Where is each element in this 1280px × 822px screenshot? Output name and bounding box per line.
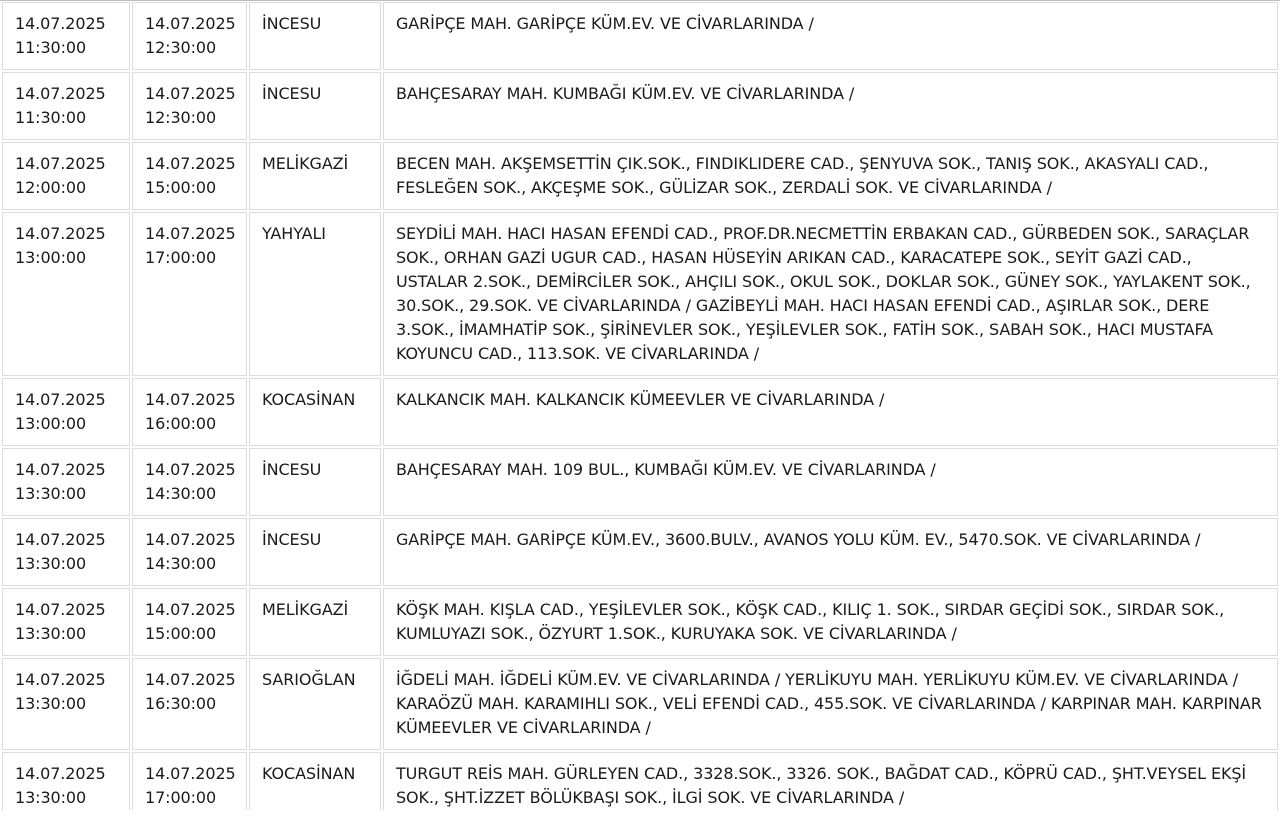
district-cell: MELİKGAZİ: [249, 142, 381, 210]
end-date: 14.07.2025: [145, 764, 236, 783]
start-time: 13:30:00: [15, 624, 87, 643]
end-datetime-cell: [132, 142, 247, 210]
end-datetime-cell: [132, 518, 247, 586]
area-cell: GARİPÇE MAH. GARİPÇE KÜM.EV., 3600.BULV., AVANOS YOLU KÜM. EV., 5470.SOK. VE CİVARLARINDA /: [383, 518, 1278, 586]
end-date: 14.07.2025: [145, 530, 236, 549]
table-row: [2, 448, 1278, 516]
district-cell: KOCASİNAN: [249, 752, 381, 810]
end-time: 14:30:00: [145, 554, 217, 573]
end-datetime-cell: [132, 588, 247, 656]
end-datetime-cell: [132, 2, 247, 70]
start-date: 14.07.2025: [15, 390, 106, 409]
start-datetime-cell: [2, 518, 130, 586]
end-datetime-cell: [132, 72, 247, 140]
end-datetime-cell: [132, 212, 247, 376]
district-cell: YAHYALI: [249, 212, 381, 376]
end-time: 12:30:00: [145, 108, 217, 127]
district-cell: KOCASİNAN: [249, 378, 381, 446]
area-cell: KÖŞK MAH. KIŞLA CAD., YEŞİLEVLER SOK., KÖŞK CAD., KILIÇ 1. SOK., SIRDAR GEÇİDİ SOK., SIRDAR SOK., KUMLUYAZI SOK., ÖZYURT 1.SOK., KURUYAKA SOK. VE CİVARLARINDA /: [383, 588, 1278, 656]
table-row: [2, 142, 1278, 210]
district-cell: İNCESU: [249, 2, 381, 70]
start-time: 13:30:00: [15, 554, 87, 573]
start-date: 14.07.2025: [15, 670, 106, 689]
table-row: [2, 212, 1278, 376]
end-time: 15:00:00: [145, 624, 217, 643]
area-cell: TURGUT REİS MAH. GÜRLEYEN CAD., 3328.SOK., 3326. SOK., BAĞDAT CAD., KÖPRÜ CAD., ŞHT.VEYSEL EKŞİ SOK., ŞHT.İZZET BÖLÜKBAŞI SOK., İLGİ SOK. VE CİVARLARINDA /: [383, 752, 1278, 810]
start-time: 11:30:00: [15, 108, 87, 127]
area-cell: GARİPÇE MAH. GARİPÇE KÜM.EV. VE CİVARLARINDA /: [383, 2, 1278, 70]
start-date: 14.07.2025: [15, 600, 106, 619]
start-datetime-cell: [2, 588, 130, 656]
end-datetime-cell: [132, 378, 247, 446]
table-row: [2, 2, 1278, 70]
start-datetime-cell: [2, 658, 130, 750]
table-top-border: [0, 0, 1280, 1]
district-cell: İNCESU: [249, 518, 381, 586]
end-time: 17:00:00: [145, 248, 217, 267]
end-date: 14.07.2025: [145, 14, 236, 33]
end-date: 14.07.2025: [145, 154, 236, 173]
district-cell: İNCESU: [249, 72, 381, 140]
end-time: 12:30:00: [145, 38, 217, 57]
start-time: 11:30:00: [15, 38, 87, 57]
end-time: 16:00:00: [145, 414, 217, 433]
start-date: 14.07.2025: [15, 224, 106, 243]
start-datetime-cell: [2, 448, 130, 516]
table-row: [2, 72, 1278, 140]
start-time: 13:00:00: [15, 248, 87, 267]
end-datetime-cell: [132, 658, 247, 750]
end-date: 14.07.2025: [145, 224, 236, 243]
start-time: 13:30:00: [15, 694, 87, 713]
end-time: 16:30:00: [145, 694, 217, 713]
table-row: [2, 658, 1278, 750]
end-time: 14:30:00: [145, 484, 217, 503]
table-row: [2, 518, 1278, 586]
start-date: 14.07.2025: [15, 14, 106, 33]
end-date: 14.07.2025: [145, 600, 236, 619]
area-cell: BAHÇESARAY MAH. 109 BUL., KUMBAĞI KÜM.EV. VE CİVARLARINDA /: [383, 448, 1278, 516]
area-cell: SEYDİLİ MAH. HACI HASAN EFENDİ CAD., PROF.DR.NECMETTİN ERBAKAN CAD., GÜRBEDEN SOK., SARAÇLAR SOK., ORHAN GAZİ UGUR CAD., HASAN HÜSEYİN ARIKAN CAD., KARACATEPE SOK., SEYİT GAZİ CAD., USTALAR 2.SOK., DEMİRCİLER SOK., AHÇILI SOK., OKUL SOK., DOKLAR SOK., GÜNEY SOK., YAYLAKENT SOK., 30.SOK., 29.SOK. VE CİVARLARINDA / GAZİBEYLİ MAH. HACI HASAN EFENDİ CAD., AŞIRLAR SOK., DERE 3.SOK., İMAMHATİP SOK., ŞİRİNEVLER SOK., YEŞİLEVLER SOK., FATİH SOK., SABAH SOK., HACI MUSTAFA KOYUNCU CAD., 113.SOK. VE CİVARLARINDA /: [383, 212, 1278, 376]
start-datetime-cell: [2, 752, 130, 810]
area-cell: KALKANCIK MAH. KALKANCIK KÜMEEVLER VE CİVARLARINDA /: [383, 378, 1278, 446]
end-datetime-cell: [132, 752, 247, 810]
area-cell: BAHÇESARAY MAH. KUMBAĞI KÜM.EV. VE CİVARLARINDA /: [383, 72, 1278, 140]
district-cell: İNCESU: [249, 448, 381, 516]
area-cell: İĞDELİ MAH. İĞDELİ KÜM.EV. VE CİVARLARINDA / YERLİKUYU MAH. YERLİKUYU KÜM.EV. VE CİVARLARINDA / KARAÖZÜ MAH. KARAMIHLI SOK., VELİ EFENDİ CAD., 455.SOK. VE CİVARLARINDA / KARPINAR MAH. KARPINAR KÜMEEVLER VE CİVARLARINDA /: [383, 658, 1278, 750]
start-datetime-cell: [2, 378, 130, 446]
start-date: 14.07.2025: [15, 530, 106, 549]
end-date: 14.07.2025: [145, 460, 236, 479]
start-datetime-cell: [2, 212, 130, 376]
district-cell: SARIOĞLAN: [249, 658, 381, 750]
start-date: 14.07.2025: [15, 154, 106, 173]
start-time: 12:00:00: [15, 178, 87, 197]
start-date: 14.07.2025: [15, 764, 106, 783]
start-datetime-cell: [2, 72, 130, 140]
area-cell: BECEN MAH. AKŞEMSETTİN ÇIK.SOK., FINDIKLIDERE CAD., ŞENYUVA SOK., TANIŞ SOK., AKASYALI CAD., FESLEĞEN SOK., AKÇEŞME SOK., GÜLİZAR SOK., ZERDALİ SOK. VE CİVARLARINDA /: [383, 142, 1278, 210]
end-time: 17:00:00: [145, 788, 217, 807]
end-datetime-cell: [132, 448, 247, 516]
district-cell: MELİKGAZİ: [249, 588, 381, 656]
start-date: 14.07.2025: [15, 84, 106, 103]
start-time: 13:30:00: [15, 788, 87, 807]
table-row: [2, 752, 1278, 810]
end-date: 14.07.2025: [145, 390, 236, 409]
end-date: 14.07.2025: [145, 84, 236, 103]
start-time: 13:30:00: [15, 484, 87, 503]
end-date: 14.07.2025: [145, 670, 236, 689]
start-datetime-cell: [2, 2, 130, 70]
start-datetime-cell: [2, 142, 130, 210]
table-row: [2, 378, 1278, 446]
start-time: 13:00:00: [15, 414, 87, 433]
end-time: 15:00:00: [145, 178, 217, 197]
table-row: [2, 588, 1278, 656]
start-date: 14.07.2025: [15, 460, 106, 479]
